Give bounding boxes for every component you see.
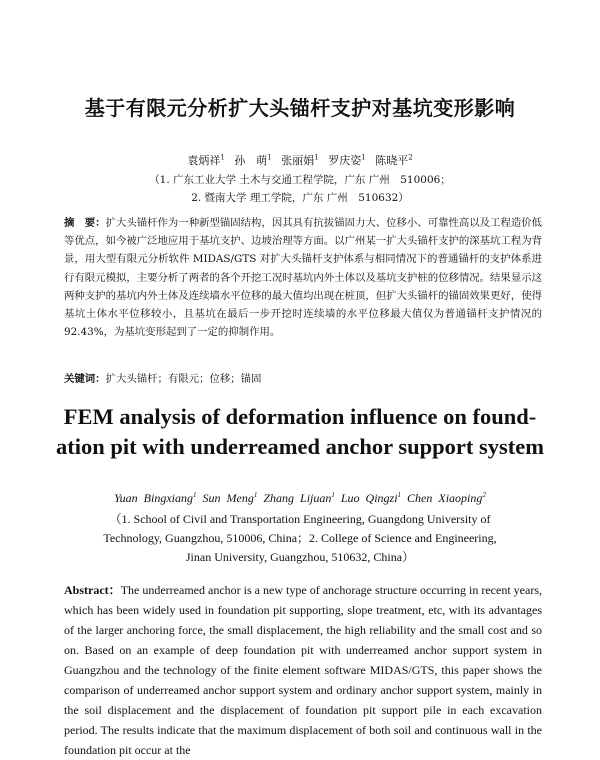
keywords-cn-text: 扩大头锚杆；有限元；位移；锚固 [105, 373, 262, 385]
paper-title-en-line1: FEM analysis of deformation influence on found- [63, 404, 537, 429]
author-en: Luo Qingzi$^1$ [340, 491, 402, 505]
abstract-cn-text: 扩大头锚杆作为一种新型锚固结构，因其具有抗拔锚固力大、位移小、可靠性高以及工程造价低等优点，如今被广泛地应用于基坑支护、边坡治理等方面。以广州某一扩大头锚杆支护的深基坑工程为背景，用大型有限元分析软件 MIDAS/GTS 对扩大头锚杆支护体系与相同情况下的普通锚杆的支护体系进行有限元模拟，主要分析了两者的各个开挖工况时基坑内外土体以及基坑支护桩的位移情况。结果显示这两种支护的基坑内外土体及连续墙水平位移的最大值均出现在桩顶，但扩大头锚杆的锚固效果更好，使得基坑土体水平位移较小，且基坑在最后一步开挖时连续墙的水平位移最大值仅为普通锚杆支护情况的 92.43%，为基坑变形起到了一定的抑制作用。 [64, 217, 543, 339]
author-en: Zhang Lijuan$^1$ [263, 491, 335, 505]
abstract-cn-label: 摘 要： [64, 217, 106, 229]
author-cn: 孙 萌$^1$ [234, 153, 272, 167]
author-cn: 张丽娟$^1$ [281, 153, 319, 167]
author-list-cn [0, 152, 600, 168]
paper-title-en-line2: ation pit with underreamed anchor support system [56, 434, 544, 459]
abstract-en [64, 580, 542, 760]
keywords-cn [64, 370, 542, 385]
affiliation-cn-line2: 2. 暨南大学 理工学院，广东 广州 510632） [191, 192, 409, 204]
author-cn: 罗庆姿$^1$ [328, 153, 366, 167]
keywords-cn-label: 关键词： [64, 373, 106, 385]
abstract-en-label: Abstract： [64, 583, 121, 597]
affiliation-en-line2: Technology, Guangzhou, 510006, China；2. College of Science and Engineering, [103, 531, 497, 545]
author-en: Chen Xiaoping$^2$ [407, 491, 486, 505]
author-list-en [0, 491, 600, 506]
affiliation-en [0, 510, 600, 567]
author-en: Yuan Bingxiang$^1$ [114, 491, 197, 505]
abstract-en-text: The underreamed anchor is a new type of anchorage structure occurring in recent years, which has been widely used in foundation pit supporting, slope treatment, etc, with its advantages of the larger anchoring force, the small displacement, the high reliability and the small cost and so on. Based on an example of deep foundation pit with underreamed anchor support system in Guangzhou and the technology of the finite element software MIDAS/GTS, this paper shows the comparison of underreamed anchor support system and ordinary anchor support system, mainly in the soil displacement and the displacement of foundation pit support pile in each excavation period. The results indicate that the maximum displacement of both soil and continuous wall in the foundation pit occur at the [64, 583, 543, 757]
author-cn: 陈晓平$^2$ [375, 153, 413, 167]
affiliation-en-line1: （1. School of Civil and Transportation Engineering, Guangdong University of [109, 512, 491, 526]
paper-title-en [0, 402, 600, 462]
affiliation-en-line3: Jinan University, Guangzhou, 510632, China） [185, 550, 415, 564]
affiliation-cn-line1: （1. 广东工业大学 土木与交通工程学院，广东 广州 510006； [149, 174, 451, 186]
author-cn: 袁炳祥$^1$ [187, 153, 225, 167]
author-en: Sun Meng$^1$ [202, 491, 258, 505]
abstract-cn [64, 214, 542, 341]
paper-title-cn: 基于有限元分析扩大头锚杆支护对基坑变形影响 [84, 96, 516, 120]
